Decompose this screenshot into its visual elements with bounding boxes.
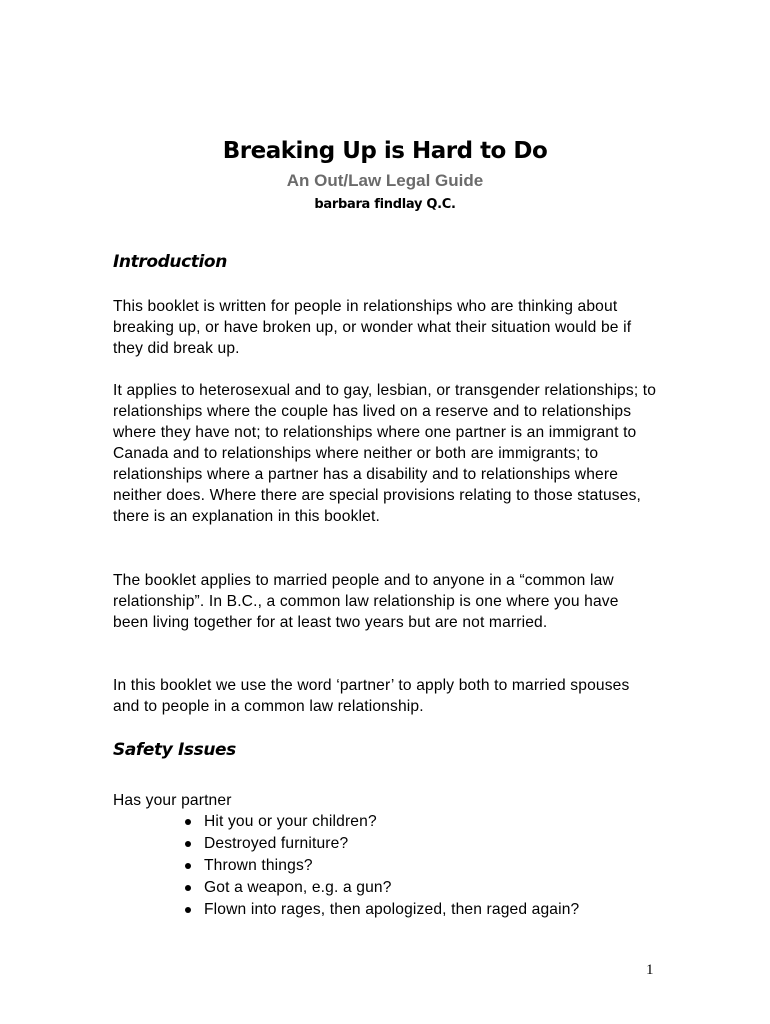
list-item-text: Hit you or your children? <box>204 813 377 830</box>
list-item <box>180 855 579 877</box>
bullet-icon <box>185 863 191 869</box>
list-item <box>180 899 579 921</box>
page-number: 1 <box>646 962 654 978</box>
document-author: barbara findlay Q.C. <box>314 197 456 212</box>
bullet-icon <box>185 907 191 913</box>
intro-paragraph-2: It applies to heterosexual and to gay, lesbian, or transgender relationships; to relationships where the couple has lived on a reserve and to relationships where they have not; to relationships where one partner is an immigrant to Canada and to relationships where neither or both are immigrants; to relationships where a partner has a disability and to relationships where neither does. Where there are special provisions relating to those statuses, there is an explanation in this booklet. <box>113 382 657 525</box>
bullet-icon <box>185 819 191 825</box>
safety-lead-text: Has your partner <box>113 792 232 809</box>
list-item <box>180 877 579 899</box>
intro-paragraph-3: The booklet applies to married people and to anyone in a “common law relationship”. In B.C., a common law relationship is one where you have been living together for at least two years but are not married. <box>113 572 619 631</box>
list-item-text: Destroyed furniture? <box>204 835 349 852</box>
document-title: Breaking Up is Hard to Do <box>222 138 548 164</box>
list-item <box>180 833 579 855</box>
list-item-text: Got a weapon, e.g. a gun? <box>204 879 392 896</box>
list-item-text: Flown into rages, then apologized, then raged again? <box>204 901 580 918</box>
bullet-icon <box>185 841 191 847</box>
introduction-heading: Introduction <box>113 252 227 272</box>
intro-paragraph-1: This booklet is written for people in relationships who are thinking about breaking up, or have broken up, or wonder what their situation would be if they did break up. <box>113 298 632 357</box>
document-subtitle: An Out/Law Legal Guide <box>286 171 484 190</box>
bullet-icon <box>185 885 191 891</box>
safety-issues-heading: Safety Issues <box>113 740 236 760</box>
list-item <box>180 811 579 833</box>
safety-question-list <box>180 811 579 921</box>
list-item-text: Thrown things? <box>204 857 313 874</box>
intro-paragraph-4: In this booklet we use the word ‘partner’ to apply both to married spouses and to people in a common law relationship. <box>113 677 630 715</box>
